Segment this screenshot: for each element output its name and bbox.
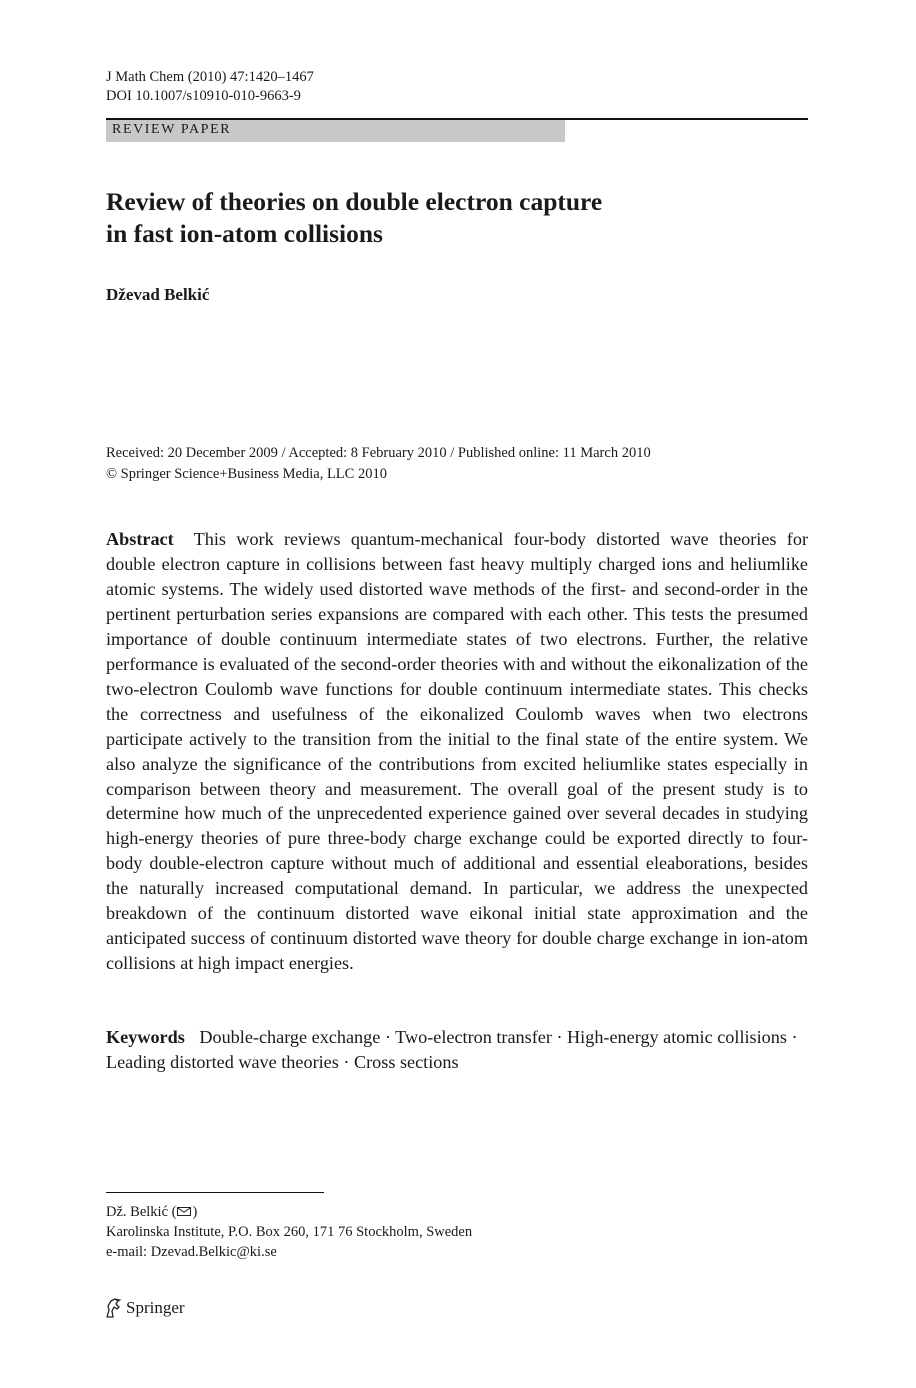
- journal-citation: J Math Chem (2010) 47:1420–1467: [106, 69, 314, 85]
- copyright-line: © Springer Science+Business Media, LLC 2010: [106, 466, 387, 482]
- publisher-name: Springer: [126, 1298, 185, 1317]
- date-history: Received: 20 December 2009 / Accepted: 8 February 2010 / Published online: 11 March 2010: [106, 445, 651, 461]
- publication-dates: [106, 443, 651, 485]
- email-line: e-mail: Dzevad.Belkic@ki.se: [106, 1244, 277, 1260]
- affiliation: Karolinska Institute, P.O. Box 260, 171 76 Stockholm, Sweden: [106, 1224, 473, 1240]
- keywords-text: Double-charge exchange · Two-electron transfer · High-energy atomic collisions · Leading distorted wave theories · Cross sections: [106, 1027, 798, 1072]
- footnote-name: Dž. Belkić (: [106, 1204, 177, 1220]
- title-line-1: Review of theories on double electron capture: [106, 187, 603, 216]
- paper-title: [106, 186, 706, 250]
- abstract-block: [106, 527, 808, 976]
- envelope-icon: [177, 1207, 191, 1216]
- abstract-text: This work reviews quantum-mechanical four-body distorted wave theories for double electron capture in collisions between fast heavy multiply charged ions and heliumlike atomic systems. The widely used distorted wave methods of the first- and second-order in the pertinent perturbation series expansions are compared with each other. This tests the presumed importance of double continuum intermediate states of two electrons. Further, the relative performance is evaluated of the second-order theories with and without the eikonalization of the two-electron Coulomb wave functions for double continuum intermediate states. This checks the correctness and usefulness of the eikonalized Coulomb waves when two electrons participate actively to the transition from the initial to the final state of the entire system. We also analyze the significance of the contributions from excited heliumlike states especially in comparison between theory and measurement. The overall goal of the present study is to determine how much of the unprecedented experience gained over several decades in studying high-energy theories of pure three-body charge exchange could be exported directly to four-body double-electron capture without much of additional and essential eleaborations, besides the naturally increased computational demand. In particular, we address the unexpected breakdown of the continuum distorted wave eikonal initial state approximation and the anticipated success of continuum distorted wave theory for double charge exchange in ion-atom collisions at high impact energies.: [106, 529, 809, 974]
- title-line-2: in fast ion-atom collisions: [106, 219, 383, 248]
- doi-line: DOI 10.1007/s10910-010-9663-9: [106, 88, 301, 104]
- keywords-block: [106, 1025, 808, 1075]
- footnote-name-close: ): [192, 1204, 198, 1220]
- author-footnote: [106, 1202, 472, 1262]
- springer-horse-icon: [104, 1298, 122, 1318]
- corresponding-author: [106, 1202, 472, 1222]
- keywords-label: Keywords: [106, 1027, 185, 1047]
- author-name: Dževad Belkić: [106, 285, 210, 304]
- publisher-logo: [104, 1298, 185, 1318]
- article-type-bar: REVIEW PAPER: [106, 120, 565, 142]
- footnote-rule: [106, 1192, 324, 1193]
- abstract-label: Abstract: [106, 529, 174, 549]
